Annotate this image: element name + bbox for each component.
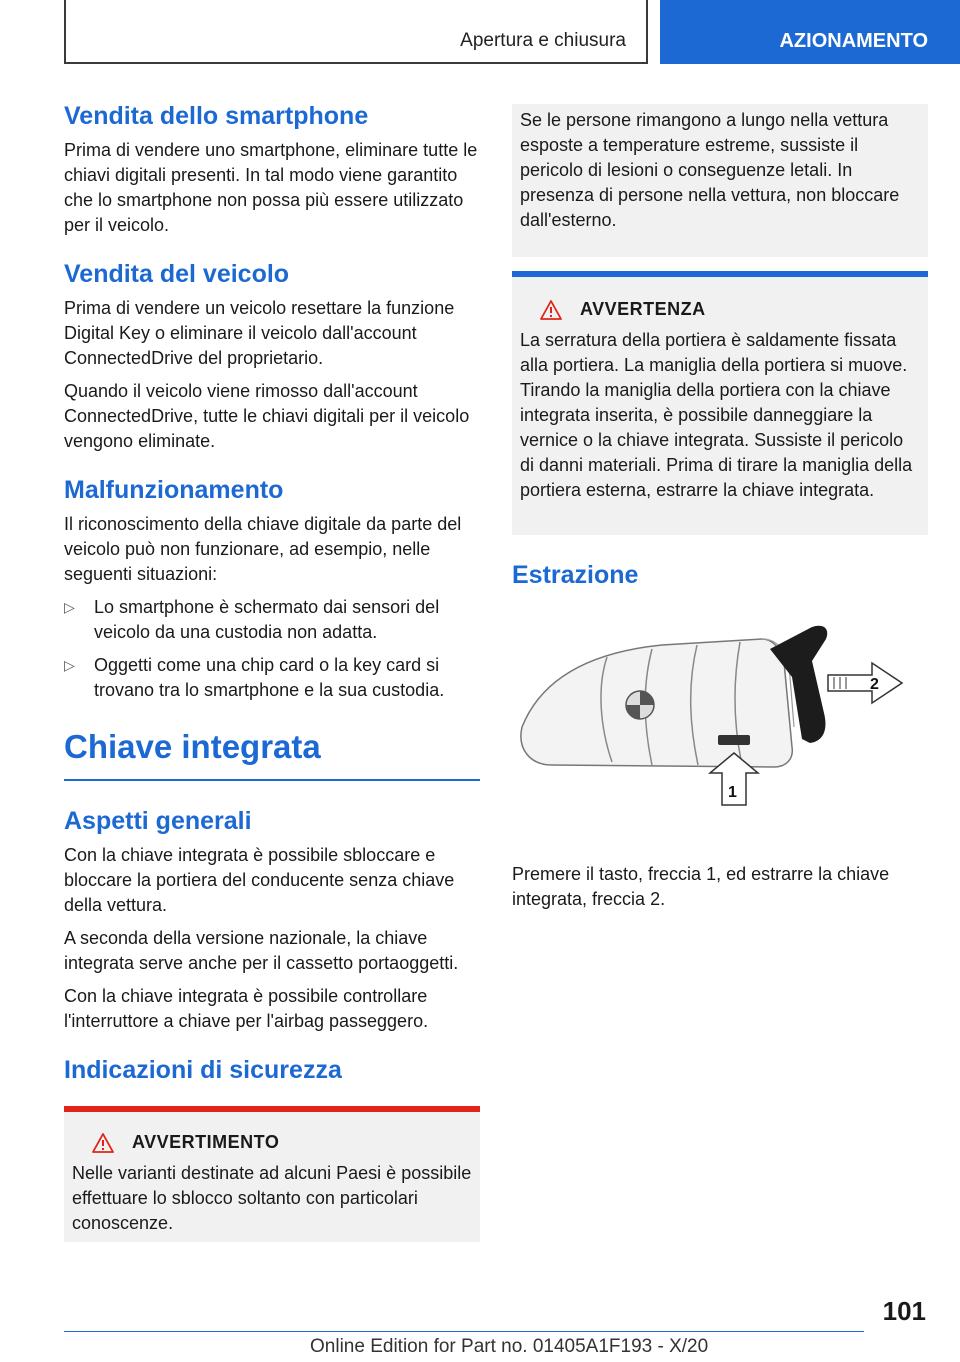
text-sell-phone: Prima di vendere uno smartphone, eliminare tutte le chiavi digitali presenti. In tal modo viene garantito che lo smartphone non possa più essere utilizzato per il veicolo. [64, 140, 478, 235]
text-malfunction: Il riconoscimento della chiave digitale da parte del veicolo può non funzionare, ad esempio, nelle seguenti situazioni: [64, 514, 462, 584]
warning-triangle-icon [92, 1133, 114, 1153]
footer-rule [64, 1331, 864, 1332]
right-column [512, 100, 928, 920]
figure-label-2: 2 [870, 676, 879, 693]
heading-malfunction: Malfunzionamento [64, 476, 284, 504]
warning-title: AVVERTIMENTO [132, 1132, 280, 1152]
figure-label-1: 1 [728, 784, 737, 801]
warning-continuation-box [512, 104, 928, 257]
bullet-list [64, 595, 480, 703]
heading-general: Aspetti generali [64, 807, 252, 835]
text-sell-car-1: Prima di vendere un veicolo resettare la funzione Digital Key o eliminare il veicolo dall'account ConnectedDrive del proprietario. [64, 298, 455, 368]
heading-sell-phone: Vendita dello smartphone [64, 102, 369, 130]
warning-title-row [72, 1132, 474, 1153]
edition-note: Online Edition for Part no. 01405A1F193 - X/20 [310, 1336, 709, 1357]
heading-safety: Indicazioni di sicurezza [64, 1056, 342, 1084]
notice-text: La serratura della portiera è saldamente fissata alla portiera. La maniglia della portiera si muove. Tirando la maniglia della portiera con la chiave integrata inserita, è possibile danneggiare la vernice o la chiave integrata. Sussiste il pericolo di danni materiali. Prima di tirare la maniglia della portiera esterna, estrarre la chiave integrata. [520, 330, 913, 500]
heading-sell-car: Vendita del veicolo [64, 260, 290, 288]
release-button [718, 735, 750, 745]
notice-box [512, 271, 928, 535]
list-item [64, 595, 480, 645]
notice-title: AVVERTENZA [580, 299, 706, 319]
header-frame [64, 0, 648, 64]
bullet-arrow-icon: ▷ [64, 599, 75, 615]
bullet-arrow-icon: ▷ [64, 657, 75, 673]
text-general-2: A seconda della versione nazionale, la chiave integrata serve anche per il cassetto portaoggetti. [64, 928, 459, 973]
list-item-text: Oggetti come una chip card o la key card si trovano tra lo smartphone e la sua custodia. [94, 655, 445, 700]
key-fob-body [521, 639, 792, 767]
heading-integrated-key: Chiave integrata [64, 725, 480, 781]
left-column [64, 100, 480, 1242]
text-general-3: Con la chiave integrata è possibile controllare l'interruttore a chiave per l'airbag passeggero. [64, 986, 429, 1031]
chapter-tab[interactable] [660, 0, 960, 64]
section-title: Apertura e chiusura [460, 30, 626, 51]
heading-extraction: Estrazione [512, 561, 639, 589]
warning-text: Nelle varianti destinate ad alcuni Paesi è possibile effettuare lo sblocco soltanto con particolari conoscenze. [72, 1163, 472, 1233]
list-item-text: Lo smartphone è schermato dai sensori del veicolo da una custodia non adatta. [94, 597, 440, 642]
chapter-tab-label: AZIONAMENTO [779, 30, 928, 52]
text-extraction: Premere il tasto, freccia 1, ed estrarre la chiave integrata, freccia 2. [512, 864, 890, 909]
list-item [64, 653, 480, 703]
warning-box [64, 1106, 480, 1242]
notice-title-row [520, 299, 922, 320]
text-general-1: Con la chiave integrata è possibile sbloccare e bloccare la portiera del conducente senza chiave della vettura. [64, 845, 455, 915]
warning-triangle-icon [540, 300, 562, 320]
warning-continuation-text: Se le persone rimangono a lungo nella vettura esposte a temperature estreme, sussiste il pericolo di lesioni o conseguenze letali. In presenza di persone nella vettura, non bloccare dall'esterno. [520, 110, 900, 230]
arrow-right-icon [828, 663, 902, 703]
page-number: 101 [882, 1296, 926, 1326]
text-sell-car-2: Quando il veicolo viene rimosso dall'account ConnectedDrive, tutte le chiavi digitali per il veicolo vengono eliminate. [64, 381, 470, 451]
key-extraction-figure [512, 617, 928, 817]
